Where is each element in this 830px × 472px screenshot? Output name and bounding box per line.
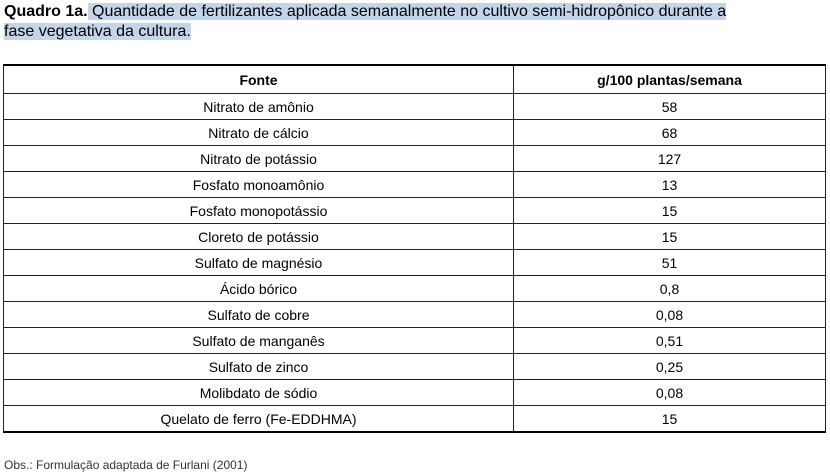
cell-fonte: Quelato de ferro (Fe-EDDHMA) bbox=[4, 406, 514, 433]
cell-fonte: Sulfato de zinco bbox=[4, 354, 514, 380]
cell-fonte: Cloreto de potássio bbox=[4, 224, 514, 250]
table-caption bbox=[4, 2, 828, 42]
table-row bbox=[4, 94, 826, 120]
cell-fonte: Nitrato de cálcio bbox=[4, 120, 514, 146]
cell-quantity: 0,08 bbox=[514, 302, 826, 328]
cell-fonte: Fosfato monopotássio bbox=[4, 198, 514, 224]
cell-fonte: Sulfato de cobre bbox=[4, 302, 514, 328]
header-quantity: g/100 plantas/semana bbox=[514, 65, 826, 94]
cell-quantity: 15 bbox=[514, 406, 826, 433]
table-row bbox=[4, 380, 826, 406]
cell-quantity: 0,51 bbox=[514, 328, 826, 354]
table-row bbox=[4, 172, 826, 198]
cell-quantity: 51 bbox=[514, 250, 826, 276]
cell-quantity: 15 bbox=[514, 198, 826, 224]
cell-fonte: Sulfato de manganês bbox=[4, 328, 514, 354]
cell-fonte: Molibdato de sódio bbox=[4, 380, 514, 406]
table-row bbox=[4, 250, 826, 276]
cell-quantity: 58 bbox=[514, 94, 826, 120]
table-row bbox=[4, 354, 826, 380]
table-row bbox=[4, 198, 826, 224]
cell-quantity: 0,25 bbox=[514, 354, 826, 380]
cell-quantity: 68 bbox=[514, 120, 826, 146]
cell-quantity: 0,8 bbox=[514, 276, 826, 302]
caption-text-line2: fase vegetativa da cultura. bbox=[4, 23, 191, 40]
fertilizer-table bbox=[3, 64, 826, 433]
caption-label: Quadro 1a. bbox=[4, 3, 88, 20]
cell-quantity: 13 bbox=[514, 172, 826, 198]
cell-fonte: Nitrato de potássio bbox=[4, 146, 514, 172]
caption-text-line1: Quantidade de fertilizantes aplicada semanalmente no cultivo semi-hidropônico durante a bbox=[87, 3, 727, 20]
header-fonte: Fonte bbox=[4, 65, 514, 94]
table-row bbox=[4, 406, 826, 433]
cell-quantity: 15 bbox=[514, 224, 826, 250]
table-note: Obs.: Formulação adaptada de Furlani (2001) bbox=[4, 458, 248, 472]
cell-fonte: Nitrato de amônio bbox=[4, 94, 514, 120]
cell-fonte: Ácido bórico bbox=[4, 276, 514, 302]
cell-quantity: 0,08 bbox=[514, 380, 826, 406]
table-row bbox=[4, 328, 826, 354]
table-row bbox=[4, 224, 826, 250]
table-row bbox=[4, 146, 826, 172]
table-row bbox=[4, 276, 826, 302]
table-row bbox=[4, 120, 826, 146]
table-row bbox=[4, 302, 826, 328]
cell-fonte: Fosfato monoamônio bbox=[4, 172, 514, 198]
cell-quantity: 127 bbox=[514, 146, 826, 172]
table-header-row bbox=[4, 65, 826, 94]
cell-fonte: Sulfato de magnésio bbox=[4, 250, 514, 276]
